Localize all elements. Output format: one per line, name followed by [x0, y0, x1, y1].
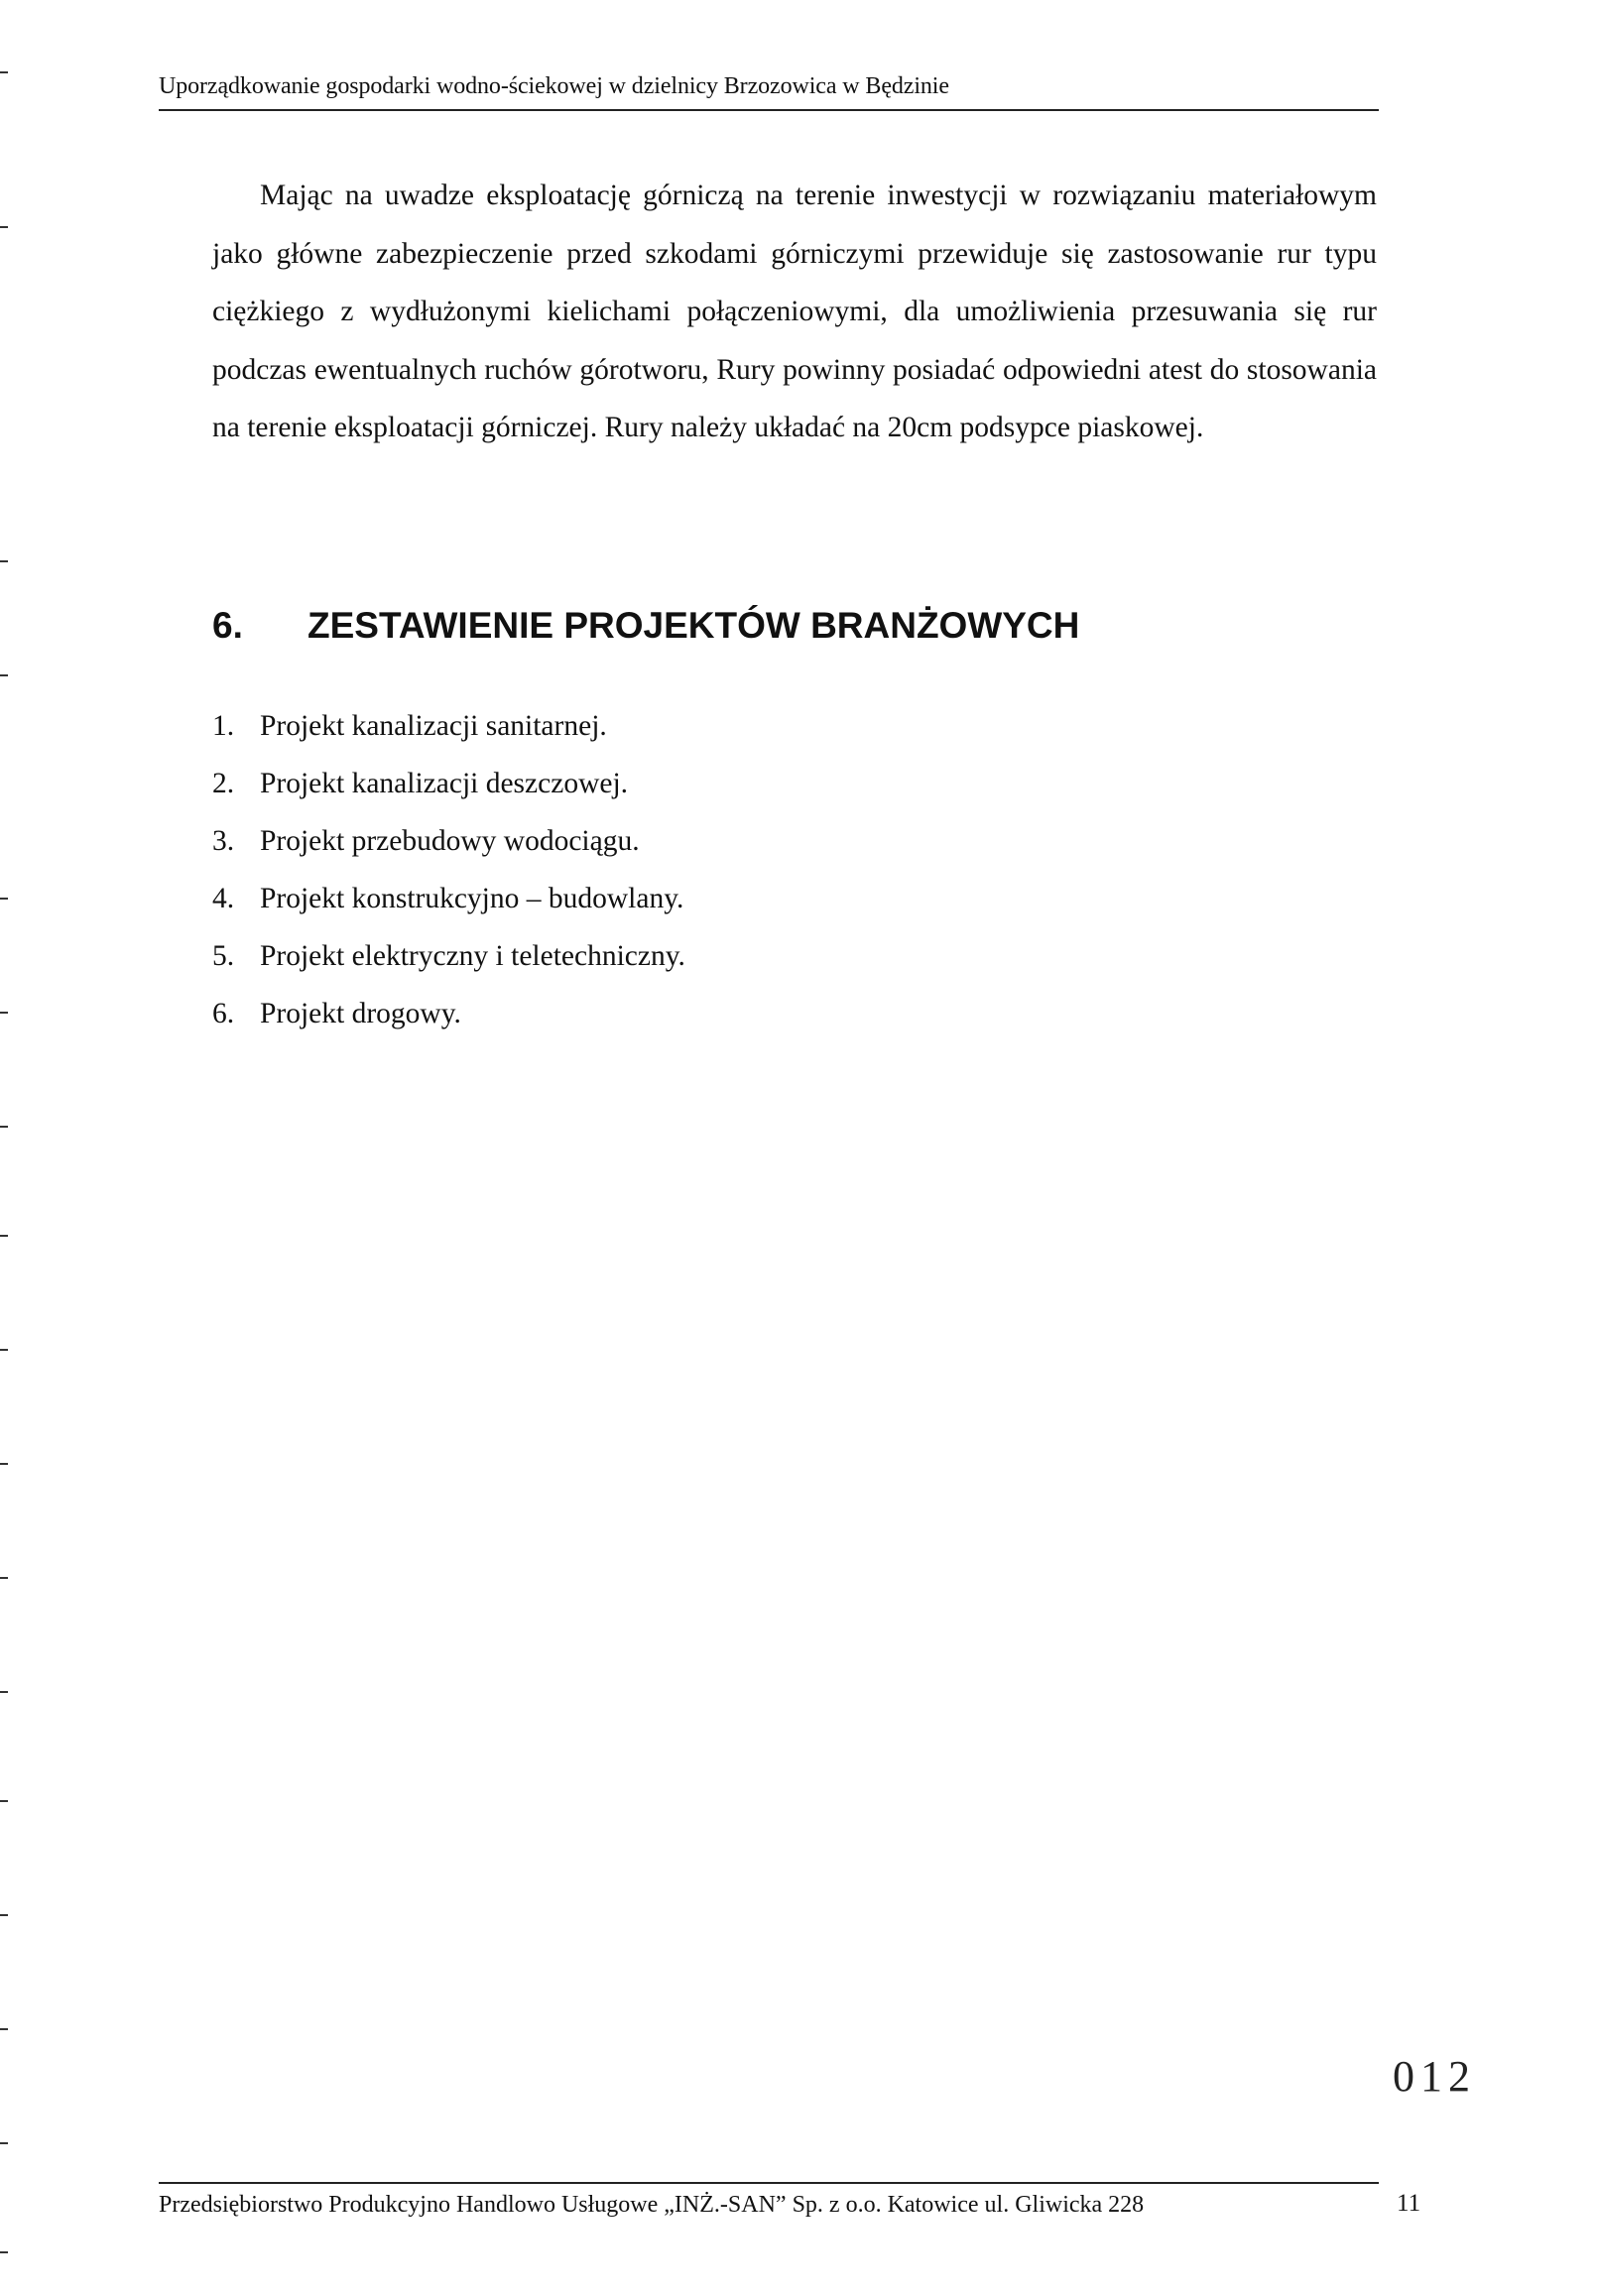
section-title: ZESTAWIENIE PROJEKTÓW BRANŻOWYCH: [307, 605, 1080, 646]
page-header: Uporządkowanie gospodarki wodno-ściekowej w dzielnicy Brzozowica w Będzinie: [159, 73, 949, 99]
list-item-number: 6.: [212, 998, 235, 1029]
list-item-text: Projekt kanalizacji deszczowej.: [260, 768, 629, 799]
edge-mark: [0, 674, 8, 676]
list-item: [212, 697, 685, 755]
edge-mark: [0, 1691, 8, 1693]
edge-mark: [0, 226, 8, 228]
list-item-number: 4.: [212, 883, 235, 914]
edge-mark: [0, 898, 8, 900]
list-item-text: Projekt kanalizacji sanitarnej.: [260, 710, 607, 742]
list-item-text: Projekt przebudowy wodociągu.: [260, 825, 640, 857]
edge-mark: [0, 1126, 8, 1128]
list-item: [212, 870, 685, 927]
edge-mark: [0, 71, 8, 73]
page-footer: Przedsiębiorstwo Produkcyjno Handlowo Usługowe „INŻ.-SAN” Sp. z o.o. Katowice ul. Gliwicka 228: [159, 2192, 1145, 2218]
edge-mark: [0, 1349, 8, 1351]
edge-mark: [0, 1800, 8, 1802]
list-item: [212, 985, 685, 1042]
body-paragraph: Mając na uwadze eksploatację górniczą na terenie inwestycji w rozwiązaniu materiałowym jako główne zabezpieczenie przed szkodami górniczymi przewiduje się zastosowanie rur typu ciężkiego z wydłużonymi kielichami połączeniowymi, dla umożliwienia przesuwania się rur podczas ewentualnych ruchów górotworu, Rury powinny posiadać odpowiedni atest do stosowania na terenie eksploatacji górniczej. Rury należy układać na 20cm podsypce piaskowej.: [212, 180, 1377, 443]
page-number: 11: [1397, 2190, 1421, 2217]
list-item-text: Projekt konstrukcyjno – budowlany.: [260, 883, 684, 914]
footer-divider: [159, 2182, 1379, 2184]
list-item-number: 1.: [212, 710, 235, 742]
edge-mark: [0, 2142, 8, 2144]
edge-mark: [0, 1235, 8, 1237]
list-item-number: 2.: [212, 768, 235, 799]
page-stamp: 012: [1393, 2052, 1476, 2101]
project-list: [212, 697, 685, 1042]
section-heading: [212, 605, 1079, 647]
header-divider: [159, 109, 1379, 111]
edge-mark: [0, 1012, 8, 1014]
list-item-text: Projekt elektryczny i teletechniczny.: [260, 940, 685, 972]
section-number: 6.: [212, 605, 243, 646]
list-item: [212, 755, 685, 812]
edge-mark: [0, 2028, 8, 2030]
list-item-text: Projekt drogowy.: [260, 998, 461, 1029]
edge-mark: [0, 1577, 8, 1579]
edge-mark: [0, 2251, 8, 2253]
list-item: [212, 812, 685, 870]
edge-mark: [0, 560, 8, 562]
list-item-number: 3.: [212, 825, 235, 857]
edge-mark: [0, 1463, 8, 1465]
list-item-number: 5.: [212, 940, 235, 972]
list-item: [212, 927, 685, 985]
edge-mark: [0, 1914, 8, 1916]
